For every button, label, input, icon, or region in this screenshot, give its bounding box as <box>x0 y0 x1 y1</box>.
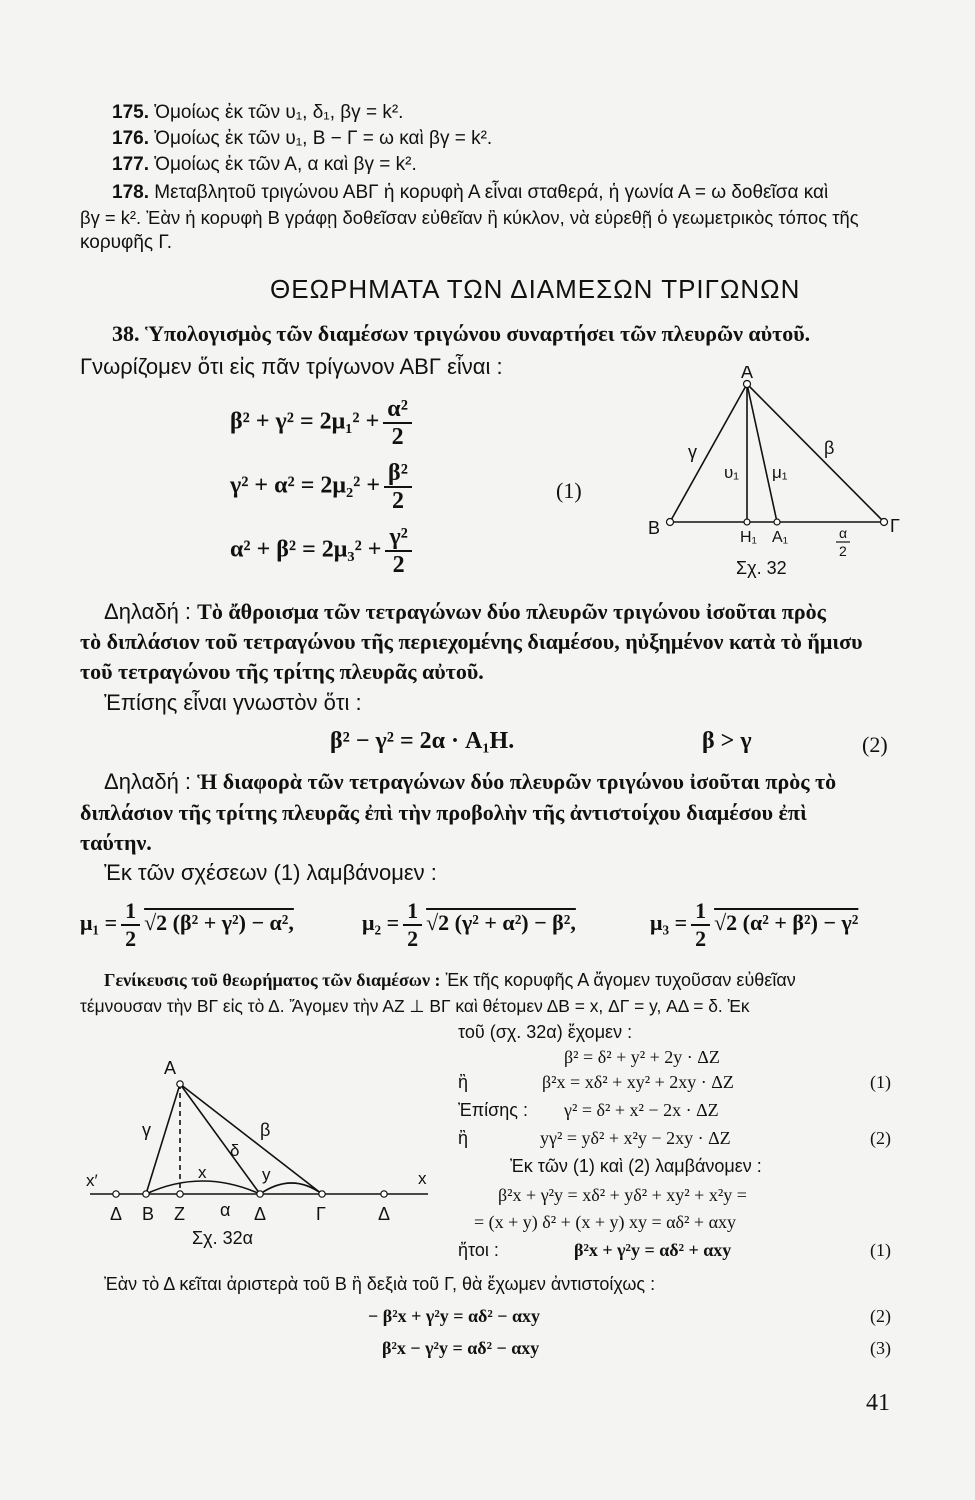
problem-text: Ὁμοίως ἐκ τῶν υ₁, δ₁, βγ = k². <box>154 102 404 123</box>
label-H1: H₁ <box>740 529 757 546</box>
paragraph-lead: Δηλαδή : <box>104 769 192 794</box>
relation-7: = (x + y) δ² + (x + y) xy = αδ² + αxy <box>474 1212 737 1232</box>
label-G: Γ <box>316 1204 326 1224</box>
generalization-line-2: τέμνουσαν τὴν ΒΓ εἰς τὸ Δ. Ἄγομεν τὴν ΑΖ ⊥ ΒΓ καὶ θέτομεν ΔΒ = x, ΔΓ = y, ΑΔ = δ. Ἐκ <box>80 996 750 1016</box>
numerator: γ² <box>385 524 411 552</box>
label-alpha: α <box>220 1200 231 1220</box>
vertex-g-dot <box>881 519 888 526</box>
paragraph-2-line-1 <box>104 769 836 795</box>
label-beta: β <box>260 1120 271 1140</box>
problem-178-cont2 <box>80 231 172 255</box>
problem-178 <box>112 181 828 205</box>
label-y: y <box>262 1165 271 1184</box>
paragraph-1-line-1 <box>104 599 826 625</box>
figure-caption: Σχ. 32α <box>192 1228 254 1248</box>
section-title: ΘΕΩΡΗΜΑΤΑ ΤΩΝ ΔΙΑΜΕΣΩΝ ΤΡΙΓΩΝΩΝ <box>270 274 801 304</box>
vertex-a-dot <box>177 1081 183 1087</box>
arc-y <box>260 1183 322 1194</box>
problem-text: Ὁμοίως ἐκ τῶν υ₁, Β − Γ = ω καὶ βγ = k². <box>154 128 493 149</box>
fraction <box>384 460 412 514</box>
label-u1: υ₁ <box>724 463 740 482</box>
relation-1: β² = δ² + y² + 2y · ΔΖ <box>564 1047 720 1067</box>
relation-8-lead: ἤτοι : <box>458 1240 499 1260</box>
equation-label-2: (2) <box>862 732 888 757</box>
problem-number: 177. <box>112 154 149 175</box>
problem-number: 178. <box>112 182 149 203</box>
relation-10: − β²x + γ²y = αδ² − αxy <box>368 1306 541 1326</box>
label-G: Γ <box>890 516 900 536</box>
equation-lhs: γ² + α² = 2μ₂² + <box>230 472 381 499</box>
label-gamma: γ <box>142 1120 151 1140</box>
label-half-den: 2 <box>839 543 847 559</box>
relation-4-lead: ἢ <box>458 1128 469 1148</box>
problem-text: κορυφῆς Γ. <box>80 232 173 253</box>
relation-2-lead: ἢ <box>458 1072 469 1092</box>
numerator: 1 <box>403 898 422 926</box>
median-formula-1 <box>80 898 294 952</box>
relation-3-lead: Ἐπίσης : <box>458 1100 528 1120</box>
relation-8: β²x + γ²y = αδ² + αxy <box>574 1240 732 1260</box>
problem-178-cont <box>80 206 859 230</box>
paragraph-2-line-2: διπλάσιον τῆς τρίτης πλευρᾶς ἐπὶ τὴν προβολὴν τῆς ἀντιστοίχου διαμέσου ἐπὶ <box>80 800 807 825</box>
relation-4: yγ² = yδ² + x²y − 2xy · ΔΖ <box>540 1128 731 1148</box>
equation-lhs: β² + γ² = 2μ₁² + <box>230 408 380 435</box>
fraction <box>385 524 411 578</box>
equation-4-condition: β > γ <box>702 728 752 754</box>
paragraph-1-line-2: τὸ διπλάσιον τοῦ τετραγώνου τῆς περιεχομένης διαμέσου, ηὐξημένον κατὰ τὸ ἥμισυ <box>80 629 863 654</box>
denominator: 2 <box>407 926 419 951</box>
midpoint-a1-dot <box>774 519 780 525</box>
relation-11-label: (3) <box>870 1338 891 1358</box>
fraction <box>691 898 710 952</box>
formula-lhs: μ₁ = <box>80 910 118 936</box>
problem-176 <box>112 127 492 151</box>
label-x-prime: x′ <box>86 1171 98 1190</box>
label-A1: A₁ <box>772 529 789 546</box>
fraction <box>383 396 412 450</box>
fraction <box>121 898 140 952</box>
paragraph-1-line-3: τοῦ τετραγώνου τῆς τρίτης πλευρᾶς αὐτοῦ. <box>80 659 484 684</box>
relation-9: Ἐὰν τὸ Δ κεῖται ἀριστερὰ τοῦ Β ἢ δεξιὰ τοῦ Γ, θὰ ἔχωμεν ἀντιστοίχως : <box>104 1274 656 1294</box>
paragraph-lead: Δηλαδή : <box>104 599 192 624</box>
label-A: A <box>741 366 754 382</box>
paragraph-text: Τὸ ἄθροισμα τῶν τετραγώνων δύο πλευρῶν τριγώνου ἰσοῦται πρὸς <box>197 599 826 624</box>
theorem-heading <box>112 321 810 347</box>
formula-lhs: μ₂ = <box>362 910 400 936</box>
cevian-delta <box>180 1084 260 1194</box>
denominator: 2 <box>125 926 137 951</box>
foot-h1-dot <box>744 519 750 525</box>
equation-lhs: α² + β² = 2μ₃² + <box>230 536 382 563</box>
denominator: 2 <box>391 488 404 514</box>
generalization-lead: Γενίκευσις τοῦ θεωρήματος τῶν διαμέσων : <box>104 970 441 990</box>
label-Z: Z <box>174 1204 185 1224</box>
formula-rhs: √2 (γ² + α²) − β², <box>426 910 576 936</box>
relation-2-label: (1) <box>870 1072 891 1092</box>
arc-x <box>146 1181 260 1194</box>
relation-10-label: (2) <box>870 1306 891 1326</box>
side-gamma <box>670 384 747 522</box>
problem-text: Μεταβλητοῦ τριγώνου ΑΒΓ ἡ κορυφὴ Α εἶναι σταθερά, ἡ γωνία Α = ω δοθεῖσα καὶ <box>154 182 829 203</box>
label-D3: Δ <box>378 1204 391 1224</box>
label-beta: β <box>824 438 835 458</box>
relation-4-label: (2) <box>870 1128 891 1148</box>
point-d3-dot <box>381 1191 387 1197</box>
equation-label-1: (1) <box>556 478 582 503</box>
numerator: 1 <box>691 898 710 926</box>
label-B: B <box>142 1204 155 1224</box>
relation-3: γ² = δ² + x² − 2x · ΔΖ <box>564 1100 719 1120</box>
fraction <box>403 898 422 952</box>
label-delta: δ <box>230 1141 240 1160</box>
equation-4: β² − γ² = 2α · A₁H. <box>330 728 515 754</box>
denominator: 2 <box>391 424 404 450</box>
label-gamma: γ <box>688 442 697 462</box>
foot-z-dot <box>177 1191 183 1197</box>
relation-5: Ἐκ τῶν (1) καὶ (2) λαμβάνομεν : <box>510 1156 762 1176</box>
figure-32a <box>84 1060 454 1250</box>
vertex-b-dot <box>143 1191 149 1197</box>
denominator: 2 <box>392 552 405 578</box>
figure-caption: Σχ. 32 <box>736 558 787 578</box>
numerator: α² <box>383 396 412 424</box>
equation-3 <box>230 524 416 578</box>
paragraph-2-line-3: ταύτην. <box>80 830 152 855</box>
point-d1-dot <box>113 1191 119 1197</box>
label-x-right: x <box>418 1169 427 1188</box>
label-A: A <box>164 1060 177 1078</box>
problem-175 <box>112 101 403 125</box>
vertex-b-dot <box>667 519 674 526</box>
relation-8-label: (1) <box>870 1240 891 1260</box>
problem-number: 175. <box>112 102 149 123</box>
paragraph-text: Ἡ διαφορὰ τῶν τετραγώνων δύο πλευρῶν τριγώνου ἰσοῦται πρὸς τὸ <box>197 769 837 794</box>
vertex-g-dot <box>319 1191 325 1197</box>
figure-32 <box>640 366 920 586</box>
generalization-line-3: τοῦ (σχ. 32α) ἔχομεν : <box>458 1022 633 1042</box>
label-m1: μ₁ <box>772 463 788 482</box>
theorem-number: 38. <box>112 321 140 346</box>
problem-text: Ὁμοίως ἐκ τῶν Α, α καὶ βγ = k². <box>154 154 417 175</box>
relation-6: β²x + γ²y = xδ² + yδ² + xy² + x²y = <box>498 1185 747 1205</box>
label-half-num: α <box>839 525 848 541</box>
median-formula-2 <box>362 898 576 952</box>
numerator: 1 <box>121 898 140 926</box>
side-beta <box>747 384 884 522</box>
equation-2 <box>230 460 416 514</box>
denominator: 2 <box>695 926 707 951</box>
problem-177 <box>112 153 417 177</box>
formula-lhs: μ₃ = <box>650 910 688 936</box>
from-relations: Ἐκ τῶν σχέσεων (1) λαμβάνομεν : <box>104 860 437 885</box>
median-m1 <box>747 384 777 522</box>
side-gamma <box>146 1084 180 1194</box>
equation-1 <box>230 396 416 450</box>
also-known: Ἐπίσης εἶναι γνωστὸν ὅτι : <box>104 690 362 715</box>
theorem-intro: Γνωρίζομεν ὅτι εἰς πᾶν τρίγωνον ΑΒΓ εἶναι : <box>80 354 503 379</box>
generalization-text: Ἐκ τῆς κορυφῆς Α ἄγομεν τυχοῦσαν εὐθεῖαν <box>445 970 796 990</box>
problem-text: βγ = k². Ἐὰν ἡ κορυφὴ Β γράφῃ δοθεῖσαν εὐθεῖαν ἢ κύκλον, νὰ εὑρεθῇ ὁ γεωμετρικὸς τόπος τῆς <box>80 207 859 228</box>
label-D2: Δ <box>254 1204 267 1224</box>
median-formula-3 <box>650 898 858 952</box>
point-d2-dot <box>257 1191 263 1197</box>
formula-rhs: √2 (β² + γ²) − α², <box>144 910 294 936</box>
numerator: β² <box>384 460 412 488</box>
generalization-line-1 <box>104 970 796 991</box>
relation-11: β²x − γ²y = αδ² − αxy <box>382 1338 540 1358</box>
page-number: 41 <box>866 1390 890 1416</box>
relation-2: β²x = xδ² + xy² + 2xy · ΔΖ <box>542 1072 734 1092</box>
formula-rhs: √2 (α² + β²) − γ² <box>714 910 859 936</box>
theorem-title: Ὑπολογισμὸς τῶν διαμέσων τριγώνου συναρτήσει τῶν πλευρῶν αὐτοῦ. <box>145 321 811 346</box>
problem-number: 176. <box>112 128 149 149</box>
label-x: x <box>198 1163 207 1182</box>
label-B: B <box>648 518 661 538</box>
label-D1: Δ <box>110 1204 123 1224</box>
